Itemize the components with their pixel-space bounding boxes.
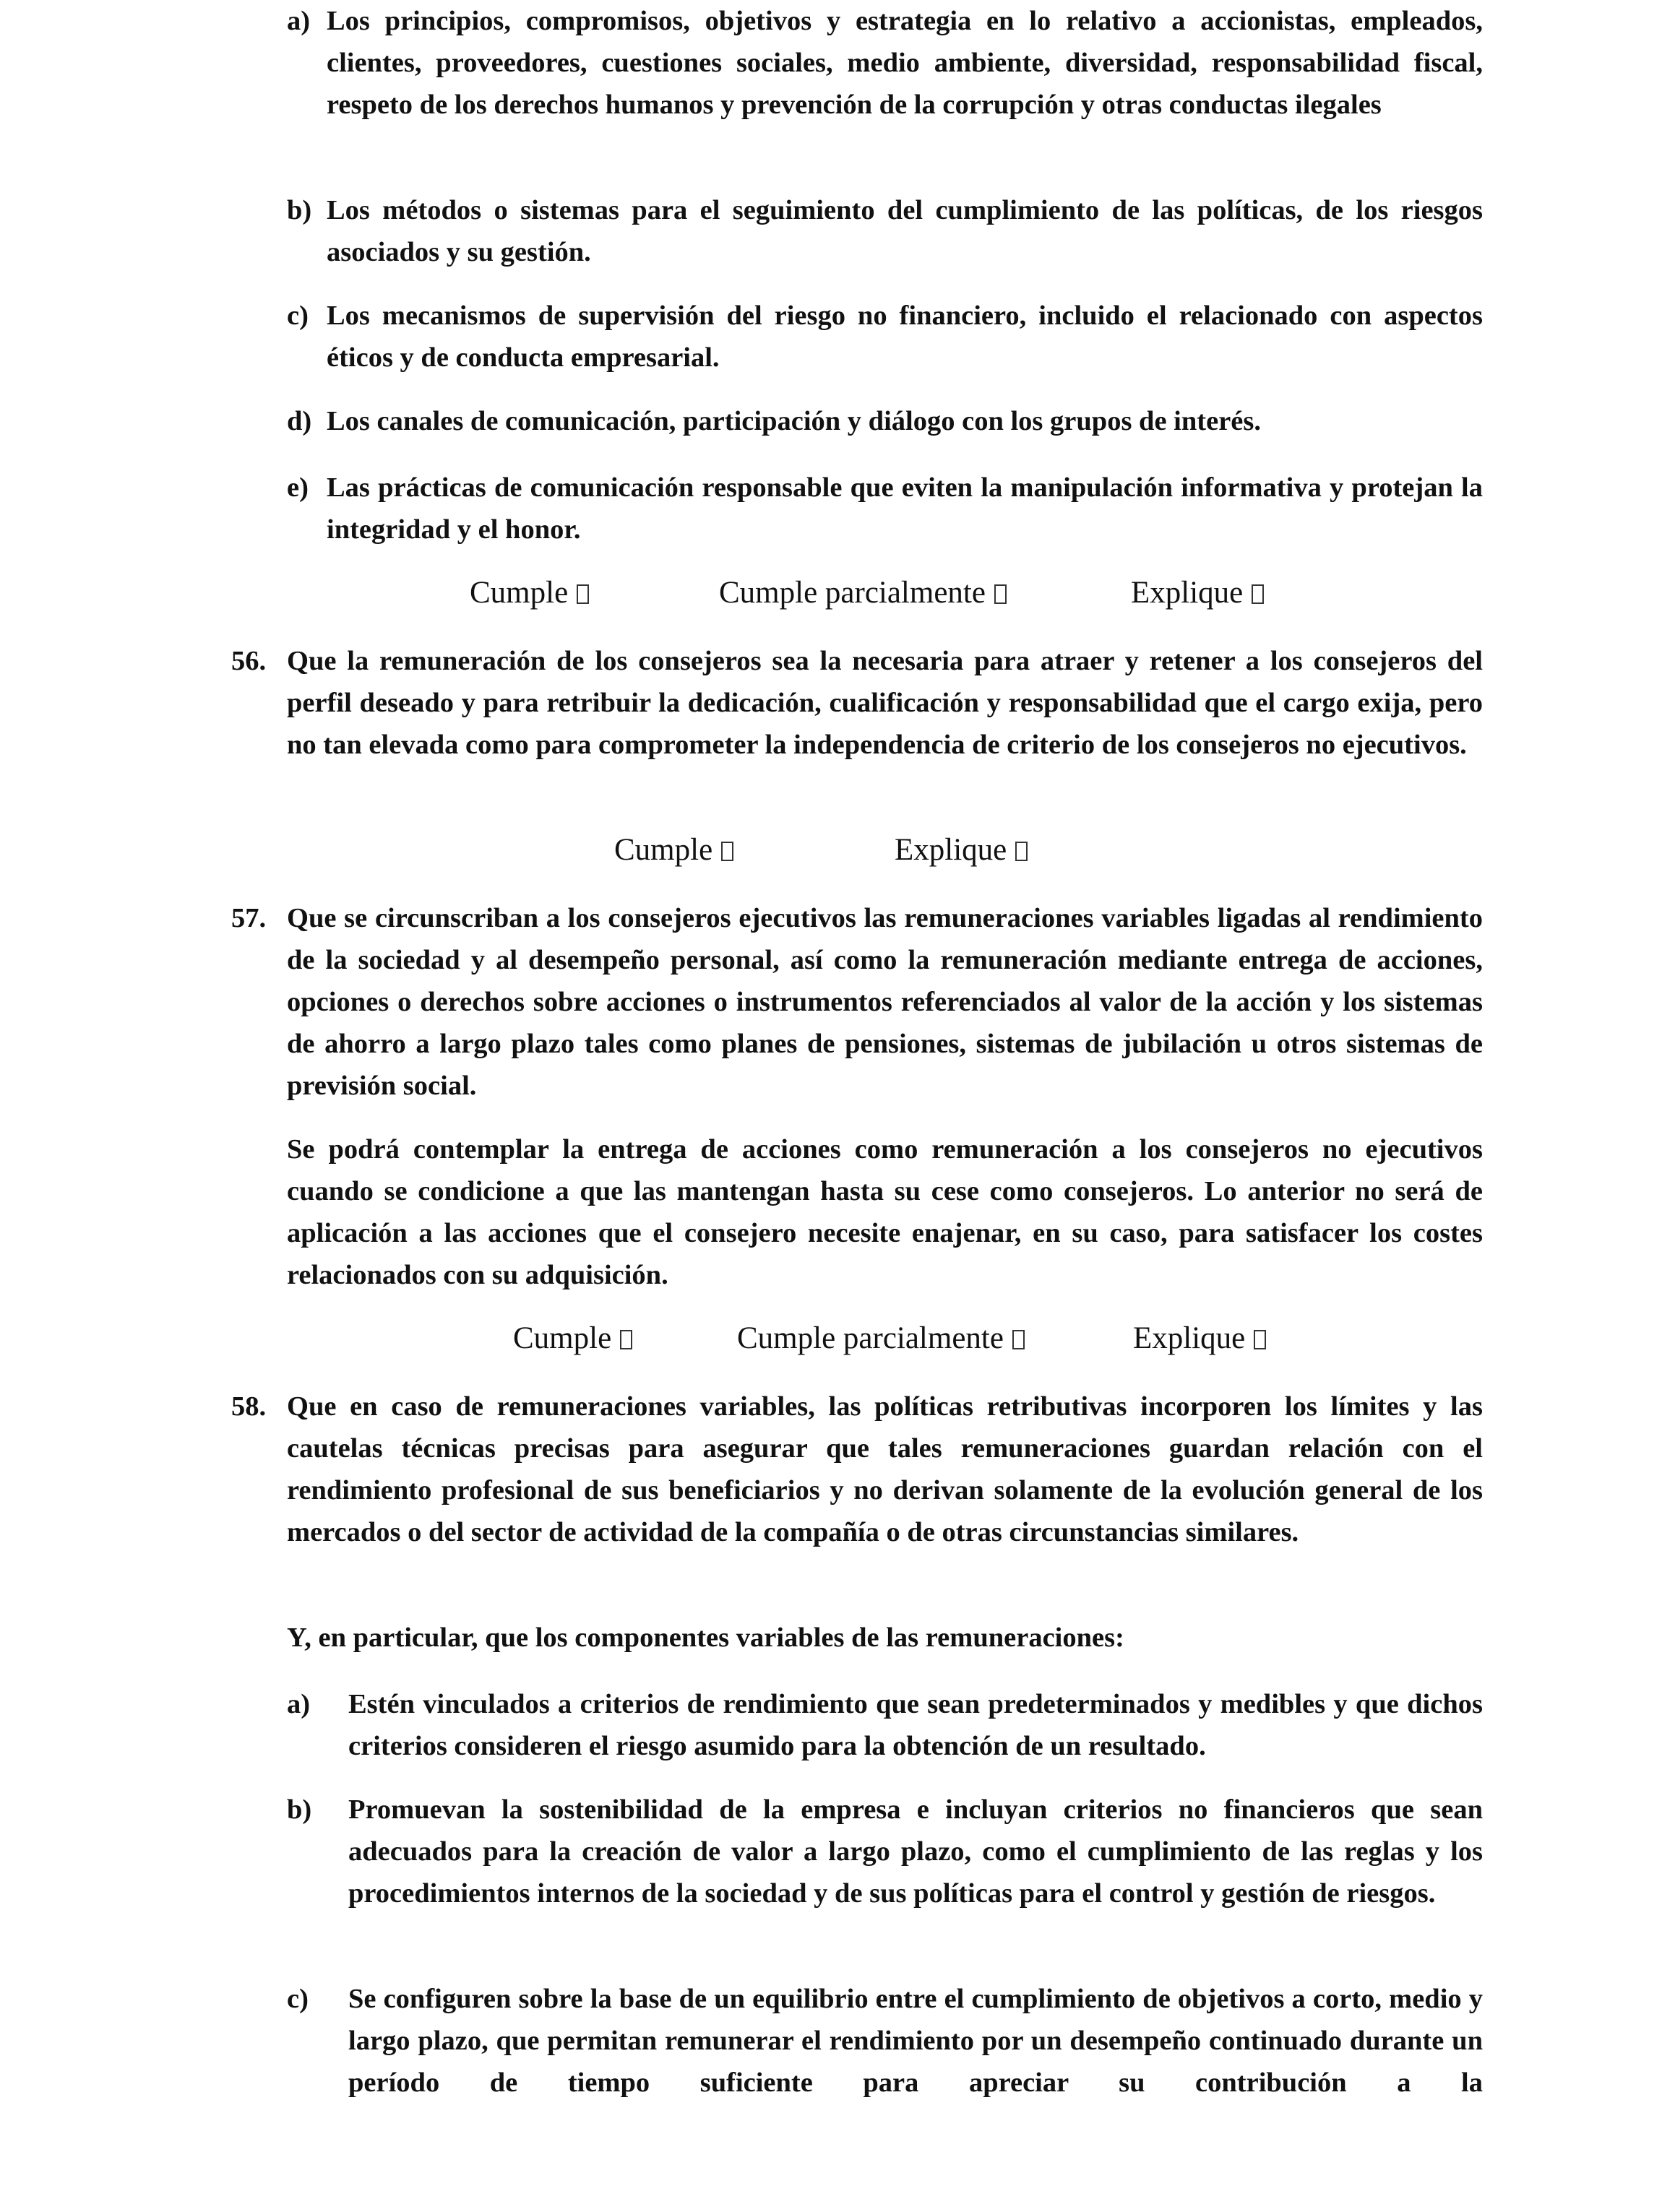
checkbox[interactable] [620, 1330, 632, 1349]
option-label: Explique [1131, 576, 1244, 610]
checkbox[interactable] [1252, 584, 1264, 604]
recommendation-number: 56. [231, 646, 267, 676]
list-item-text: Promuevan la sostenibilidad de la empresa e incluyan criterios no financieros que sean adecuados para la creación de valor a largo plazo, como el cumplimiento de las reglas y los procedimientos internos de la sociedad y de sus políticas para el control y gestión de riesgos. [348, 1794, 1483, 1909]
option-label: Cumple parcialmente [719, 576, 986, 610]
list-item-text: Los principios, compromisos, objetivos y estrategia en lo relativo a accionistas, empleados, clientes, proveedores, cuestiones sociales, medio ambiente, diversidad, responsabilidad fiscal, respeto de los derechos humanos y prevención de la corrupción y otras conductas ilegales [327, 6, 1483, 120]
recommendation-text: Que la remuneración de los consejeros sea la necesaria para atraer y retener a los consejeros del perfil deseado y para retribuir la dedicación, cualificación y responsabilidad que el cargo exija, pero no tan elevada como para comprometer la independencia de criterio de los consejeros no ejecutivos. [287, 646, 1483, 760]
list-item-text: Los métodos o sistemas para el seguimiento del cumplimiento de las políticas, de los riesgos asociados y su gestión. [327, 195, 1483, 267]
recommendation-text: Que en caso de remuneraciones variables, las políticas retributivas incorporen los límites y las cautelas técnicas precisas para asegurar que tales remuneraciones guardan relación con el rendimiento profesional de sus beneficiarios y no derivan solamente de la evolución general de los mercados o del sector de actividad de la compañía o de otras circunstancias similares. [287, 1391, 1483, 1547]
option-cumple[interactable] [470, 572, 589, 614]
list-item-label: b) [287, 1794, 312, 1825]
option-cumple[interactable] [614, 829, 733, 871]
option-label: Cumple parcialmente [737, 1321, 1004, 1355]
option-label: Cumple [614, 833, 713, 867]
list-item-label: b) [287, 195, 312, 225]
recommendation-number: 57. [231, 903, 267, 933]
compliance-options [0, 572, 1675, 614]
checkbox[interactable] [1012, 1330, 1025, 1349]
list-item-label: a) [287, 6, 311, 36]
option-cumple-parcialmente[interactable] [719, 572, 1007, 614]
list-item-text: Los mecanismos de supervisión del riesgo no financiero, incluido el relacionado con aspectos éticos y de conducta empresarial. [327, 301, 1483, 373]
checkbox[interactable] [721, 842, 733, 861]
recommendation-text: Que se circunscriban a los consejeros ejecutivos las remuneraciones variables ligadas al rendimiento de la sociedad y al desempeño personal, así como la remuneración mediante entrega de acciones, opciones o derechos sobre acciones o instrumentos referenciados al valor de la acción y los sistemas de ahorro a largo plazo tales como planes de pensiones, sistemas de jubilación u otros sistemas de previsión social. [287, 903, 1483, 1101]
option-cumple-parcialmente[interactable] [737, 1318, 1025, 1360]
option-explique[interactable] [1131, 572, 1264, 614]
list-item-text: Las prácticas de comunicación responsable que eviten la manipulación informativa y protejan la integridad y el honor. [327, 472, 1483, 545]
option-explique[interactable] [1133, 1318, 1266, 1360]
option-label: Cumple [470, 576, 569, 610]
checkbox[interactable] [577, 584, 589, 604]
recommendation-text-2: Se podrá contemplar la entrega de acciones como remuneración a los consejeros no ejecutivos cuando se condicione a que las mantengan hasta su cese como consejeros. Lo anterior no será de aplicación a las acciones que el consejero necesite enajenar, en su caso, para satisfacer los costes relacionados con su adquisición. [287, 1134, 1483, 1290]
list-item-text: Los canales de comunicación, participación y diálogo con los grupos de interés. [327, 406, 1261, 436]
recommendation-number: 58. [231, 1391, 267, 1422]
list-item-label: c) [287, 301, 309, 331]
list-item-text: Estén vinculados a criterios de rendimiento que sean predeterminados y medibles y que dichos criterios consideren el riesgo asumido para la obtención de un resultado. [348, 1689, 1483, 1761]
option-label: Explique [895, 833, 1007, 867]
checkbox[interactable] [1254, 1330, 1266, 1349]
list-item-label: a) [287, 1689, 311, 1719]
recommendation-intro: Y, en particular, que los componentes variables de las remuneraciones: [287, 1623, 1124, 1653]
list-item-label: c) [287, 1984, 309, 2014]
checkbox[interactable] [1015, 842, 1028, 861]
option-label: Explique [1133, 1321, 1246, 1355]
list-item-label: d) [287, 406, 312, 436]
list-item-label: e) [287, 472, 309, 503]
list-item-text: Se configuren sobre la base de un equilibrio entre el cumplimiento de objetivos a corto, medio y largo plazo, que permitan remunerar el rendimiento por un desempeño continuado durante un período de tiempo suficiente para apreciar su contribución a la [348, 1984, 1483, 2098]
option-explique[interactable] [895, 829, 1028, 871]
option-cumple[interactable] [513, 1318, 632, 1360]
compliance-options [0, 1318, 1675, 1360]
compliance-options [0, 829, 1675, 871]
option-label: Cumple [513, 1321, 612, 1355]
checkbox[interactable] [994, 584, 1007, 604]
